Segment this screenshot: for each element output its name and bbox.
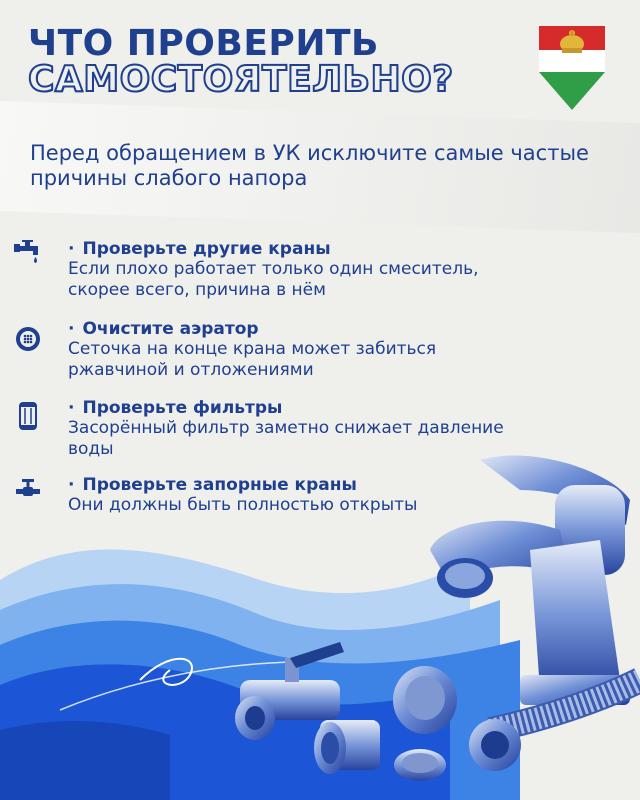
tip-heading: · Проверьте другие краны (68, 239, 331, 259)
filter-icon (14, 402, 42, 430)
tip-heading: · Проверьте фильтры (68, 398, 283, 418)
title-line-1: ЧТО ПРОВЕРИТЬ (28, 23, 379, 64)
aerator-icon (14, 325, 42, 353)
tip-description: Засорённый фильтр заметно снижает давление воды (68, 418, 504, 459)
intro-text: Перед обращением в УК исключите самые частые причины слабого напора (30, 141, 589, 190)
title-line-2: САМОСТОЯТЕЛЬНО? (28, 59, 454, 100)
tip-heading: · Проверьте запорные краны (68, 475, 357, 495)
tap-icon (14, 239, 42, 267)
tip-heading: · Очистите аэратор (68, 319, 259, 339)
region-emblem-icon (537, 24, 607, 112)
tip-description: Они должны быть полностью открыты (68, 495, 418, 515)
tip-description: Сеточка на конце крана может забиться ржавчиной и отложениями (68, 339, 437, 380)
plumbing-illustration (0, 430, 640, 800)
mesh-filter-image (314, 720, 380, 774)
tip-description: Если плохо работает только один смеситель, скорее всего, причина в нём (68, 259, 479, 300)
page-title (28, 23, 454, 100)
